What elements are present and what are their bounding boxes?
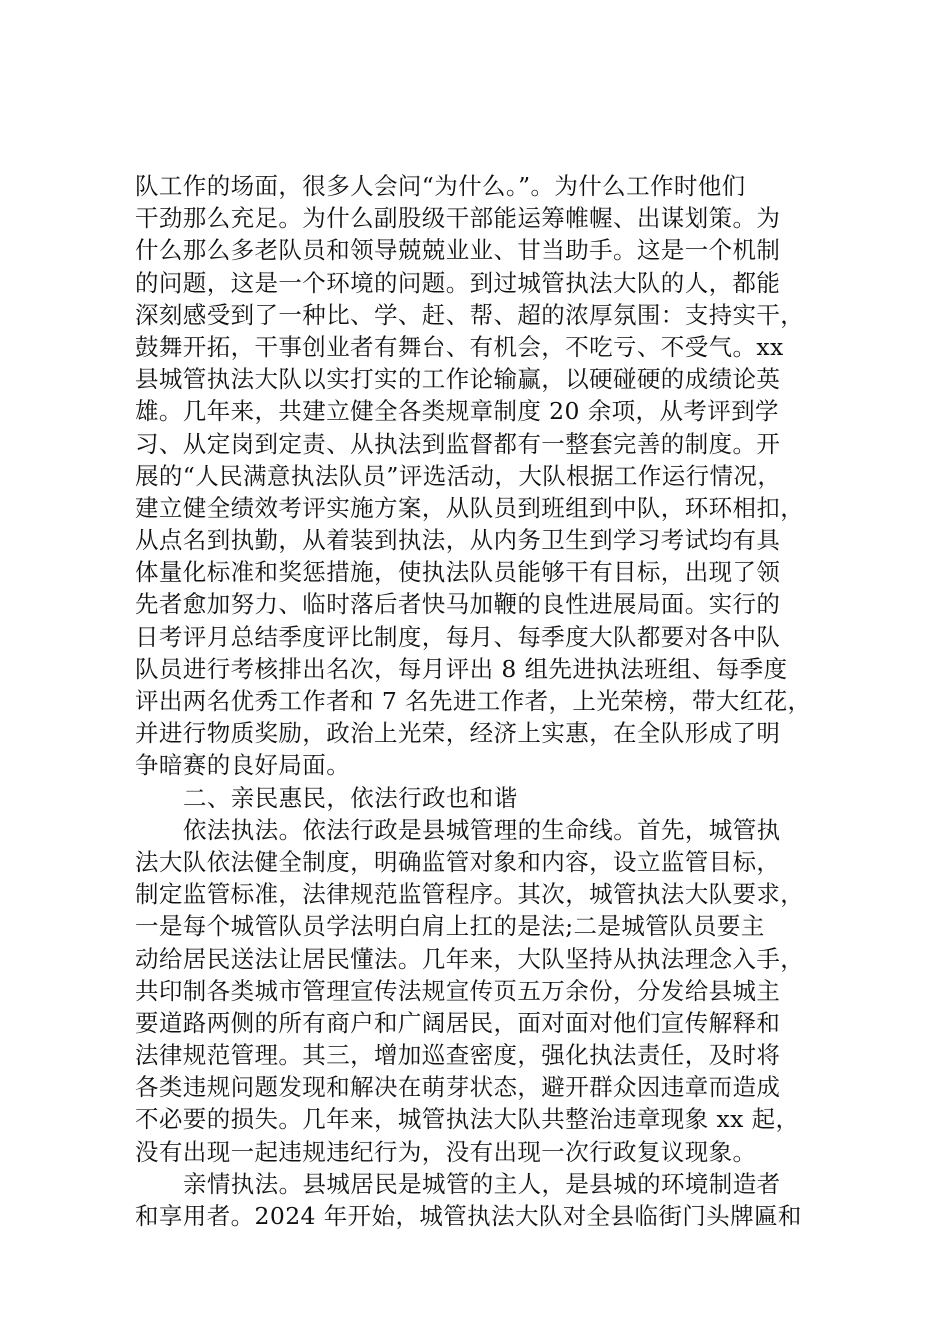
text-line: 鼓舞开拓，干事创业者有舞台、有机会，不吃亏、不受气。xx: [135, 332, 784, 361]
text-line: 争暗赛的良好局面。: [135, 751, 351, 780]
text-line: 并进行物质奖励，政治上光荣，经济上实惠，在全队形成了明: [135, 719, 781, 748]
text-line: 雄。几年来，共建立健全各类规章制度 20 余项，从考评到学: [135, 397, 779, 426]
section-heading: 二、亲民惠民，依法行政也和谐: [183, 783, 518, 812]
text-line: 法律规范管理。其三，增加巡查密度，强化执法责任，及时将: [135, 1041, 781, 1070]
text-line: 的问题，这是一个环境的问题。到过城管执法大队的人，都能: [135, 268, 781, 297]
text-line: 评出两名优秀工作者和 7 名先进工作者，上光荣榜，带大红花，: [135, 687, 812, 715]
text-line: 要道路两侧的所有商户和广阔居民，面对面对他们宣传解释和: [135, 1008, 781, 1037]
text-line: 深刻感受到了一种比、学、赶、帮、超的浓厚氛围：支持实干，: [135, 300, 805, 329]
text-line: 一是每个城管队员学法明白肩上扛的是法;二是城管队员要主: [135, 912, 765, 941]
text-line: 动给居民送法让居民懂法。几年来，大队坚持从执法理念入手，: [135, 944, 805, 973]
text-line: 习、从定岗到定责、从执法到监督都有一整套完善的制度。开: [135, 429, 781, 458]
text-line: 各类违规问题发现和解决在萌芽状态，避开群众因违章而造成: [135, 1073, 781, 1102]
text-line: 共印制各类城市管理宣传法规宣传页五万余份，分发给县城主: [135, 976, 781, 1005]
text-line: 展的“人民满意执法队员”评选活动，大队根据工作运行情况，: [135, 461, 782, 490]
text-line: 先者愈加努力、临时落后者快马加鞭的良性进展局面。实行的: [135, 590, 781, 619]
text-line: 干劲那么充足。为什么副股级干部能运筹帷幄、出谋划策。为: [135, 204, 781, 233]
text-line: 队工作的场面，很多人会问“为什么。”。为什么工作时他们: [135, 172, 746, 200]
text-line: 没有出现一起违规违纪行为，没有出现一次行政复议现象。: [135, 1137, 757, 1166]
text-line: 和享用者。2024 年开始，城管执法大队对全县临街门头牌匾和: [135, 1202, 802, 1230]
paragraph-start-line: 依法执法。依法行政是县城管理的生命线。首先，城管执: [183, 815, 781, 844]
text-line: 建立健全绩效考评实施方案，从队员到班组到中队，环环相扣，: [135, 493, 805, 522]
paragraph-start-line: 亲情执法。县城居民是城管的主人，是县城的环境制造者: [183, 1169, 781, 1198]
text-line: 队员进行考核排出名次，每月评出 8 组先进执法班组、每季度: [135, 654, 788, 683]
text-line: 不必要的损失。几年来，城管执法大队共整治违章现象 xx 起，: [135, 1105, 800, 1134]
text-line: 法大队依法健全制度，明确监管对象和内容，设立监管目标，: [135, 847, 781, 876]
document-body: [135, 170, 825, 1232]
text-line: 体量化标准和奖惩措施，使执法队员能够干有目标，出现了领: [135, 558, 781, 587]
text-line: 什么那么多老队员和领导兢兢业业、甘当助手。这是一个机制: [135, 236, 781, 265]
text-line: 制定监管标准，法律规范监管程序。其次，城管执法大队要求，: [135, 880, 805, 909]
text-line: 从点名到执勤，从着装到执法，从内务卫生到学习考试均有具: [135, 526, 781, 555]
text-line: 县城管执法大队以实打实的工作论输赢，以硬碰硬的成绩论英: [135, 365, 781, 394]
text-line: 日考评月总结季度评比制度，每月、每季度大队都要对各中队: [135, 622, 781, 651]
